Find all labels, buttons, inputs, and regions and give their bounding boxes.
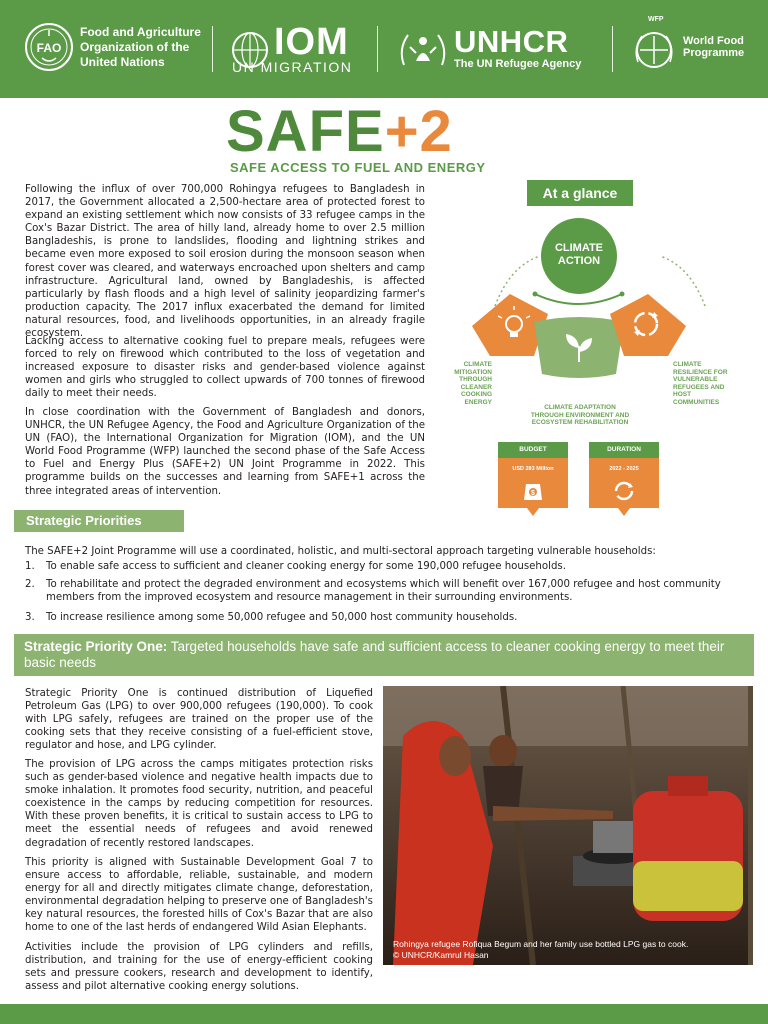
priority-item-2 xyxy=(25,578,745,606)
mitigation-label-line: COOKING xyxy=(460,391,492,398)
adaptation-label-line: THROUGH ENVIRONMENT AND xyxy=(530,411,630,419)
wfp-emblem-icon xyxy=(630,22,678,72)
climate-action-text-2: ACTION xyxy=(557,255,601,267)
resilience-shape xyxy=(610,294,686,356)
fao-name xyxy=(80,25,201,70)
photo-illustration xyxy=(383,686,753,965)
resilience-label-line: COMMUNITIES xyxy=(673,398,720,406)
priority-one-banner xyxy=(14,634,754,676)
header-banner xyxy=(0,0,768,98)
caption-credit: © UNHCR/Kamrul Hasan xyxy=(393,950,489,960)
dotted-arc-right xyxy=(660,256,705,306)
unhcr-laurel-icon xyxy=(396,27,450,71)
priority-number: 2. xyxy=(25,579,35,590)
mitigation-label-line: CLIMATE xyxy=(463,361,492,368)
adaptation-label-line: CLIMATE ADAPTATION xyxy=(544,404,616,411)
priority-one-paragraph-2: The provision of LPG across the camps mitigates protection risks such as gender-based violence and negative health impacts due to smoke inhalation. It promotes food security, nutrition, and peaceful coexistence in the camps by reducing competition for resources. With these proven benefits, it is critical to sustain access to LPG to meet the essential needs of refugees and avoid renewed degradation of recently restored landscapes. xyxy=(25,759,373,849)
at-a-glance-heading: At a glance xyxy=(527,180,633,206)
priorities-intro: The SAFE+2 Joint Programme will use a coordinated, holistic, and multi-sectoral approach targeting vulnerable households: xyxy=(25,546,656,557)
iom-wordmark: IOM xyxy=(274,21,349,63)
mitigation-label-line: MITIGATION xyxy=(454,368,492,376)
title-plus-two: +2 xyxy=(384,99,453,164)
svg-text:FAO: FAO xyxy=(36,41,62,55)
priority-number: 1. xyxy=(25,561,35,572)
fao-line-2: Organization of the xyxy=(80,39,190,54)
iom-logo xyxy=(230,21,353,75)
photo-caption xyxy=(393,939,733,961)
climate-action-text-1: CLIMATE xyxy=(554,242,604,254)
fao-line-1: Food and Agriculture xyxy=(80,24,201,39)
budget-label: BUDGET xyxy=(519,446,547,453)
mitigation-label-line: ENERGY xyxy=(464,398,492,406)
money-bag-icon xyxy=(524,484,542,500)
page-subtitle: SAFE ACCESS TO FUEL AND ENERGY xyxy=(230,160,486,175)
priority-text: To enable safe access to sufficient and cleaner cooking energy for some 190,000 refugee households. xyxy=(46,561,566,572)
mitigation-label xyxy=(436,361,492,406)
mitigation-label-line: THROUGH xyxy=(459,376,492,383)
duration-label: DURATION xyxy=(607,446,641,453)
priority-number: 3. xyxy=(25,612,35,623)
logo-divider xyxy=(212,26,213,72)
wfp-acronym: WFP xyxy=(648,16,664,23)
intro-paragraph-2: Lacking access to alternative cooking fuel to prepare meals, refugees were forced to rely on firewood which contributed to the loss of vegetation and increased exposure to disaster risks and gender-based violence against women and girls who struggled to collect upwards of 700 tonnes of firewood daily to meet their needs. xyxy=(25,336,425,400)
caption-text: Rohingya refugee Rofiqua Begum and her family use bottled LPG gas to cook. xyxy=(393,939,689,949)
curved-line xyxy=(535,294,622,304)
intro-paragraph-3: In close coordination with the Government of Bangladesh and donors, UNHCR, the UN Refugee Agency, the Food and Agriculture Organization of the UN (FAO), the International Organization for Migration (IOM), and the UN World Food Programme (WFP) launched the second phase of the Safe Access to Fuel and Energy Plus (SAFE+2) UN Joint Programme in 2022. This programme builds on the successes and learning from SAFE+1 across the three integrated areas of intervention. xyxy=(25,407,425,497)
unhcr-wordmark: UNHCR xyxy=(454,24,569,59)
resilience-label xyxy=(673,361,745,406)
priority-one-paragraph-4: Activities include the provision of LPG cylinders and refills, distribution, and training for the use of energy-efficient cooking sets and pressure cookers, research and development to identify, assess and pilot alternative cooking energy solutions. xyxy=(25,942,373,993)
unhcr-logo xyxy=(396,26,581,71)
resilience-label-line: REFUGEES AND xyxy=(673,383,725,391)
priority-text: To rehabilitate and protect the degraded environment and ecosystems which will benefit over 167,000 refugee and host community xyxy=(46,579,721,590)
wfp-line-1: World Food xyxy=(683,35,744,47)
adaptation-label-line: ECOSYSTEM REHABILITATION xyxy=(531,419,629,426)
wfp-line-2: Programme xyxy=(683,47,745,59)
page-title xyxy=(226,100,453,164)
priority-text: To increase resilience among some 50,000 refugee and 50,000 host community households. xyxy=(46,612,518,623)
strategic-priorities-heading: Strategic Priorities xyxy=(14,510,184,532)
priority-one-paragraph-3: This priority is aligned with Sustainable Development Goal 7 to ensure access to affordable, reliable, sustainable, and modern energy for all and directly mitigates climate change, deforestation, environmental degradation helping to preserve one of Bangladesh's key natural resources, the forested hills of Cox's Bazar that are also home to one of the last herds of endangered Wild Asian Elephants. xyxy=(25,857,373,934)
priority-one-label: Strategic Priority One: xyxy=(24,639,168,654)
lpg-cooking-photo xyxy=(383,686,753,965)
mitigation-label-line: CLEANER xyxy=(460,383,492,391)
logo-divider xyxy=(612,26,613,72)
priority-one-heading: Targeted households have safe and sufficient access to cleaner cooking energy to meet their basic needs xyxy=(24,639,725,670)
resilience-label-line: CLIMATE xyxy=(673,361,702,368)
wfp-logo xyxy=(630,16,745,72)
fao-line-3: United Nations xyxy=(80,54,165,69)
svg-text:$: $ xyxy=(531,490,535,497)
resilience-label-line: HOST xyxy=(673,391,692,398)
unhcr-subtitle: The UN Refugee Agency xyxy=(454,58,582,70)
budget-value: USD 283 Million xyxy=(512,466,554,472)
wfp-name xyxy=(683,35,744,59)
budget-duration-boxes xyxy=(498,442,678,522)
intro-paragraph-1: Following the influx of over 700,000 Rohingya refugees to Bangladesh in 2017, the Government allocated a 2,500-hectare area of protected forest to expand an existing settlement which now consists of 33 refugee camps in the Cox's Bazar District. The area of hilly land, already home to over 2.5 million Bangladeshis, is prone to landslides, flooding and lightning strikes and became even more exposed to soil erosion during the monsoon season when forest cover was cleared, and waterways encroached upon shelters and camp infrastructure. Agricultural land, owned by Bangladeshis, is affected particularly by flash floods and a high level of salinity jeopardizing farmer's production capacity. The 2017 influx exacerbated the demand for limited natural resources, food, and livelihoods opportunities, in an already fragile ecosystem. xyxy=(25,184,425,340)
title-safe: SAFE xyxy=(226,99,385,164)
adaptation-label xyxy=(510,404,650,427)
logo-divider xyxy=(377,26,378,72)
fao-emblem-icon xyxy=(24,22,74,72)
resilience-label-line: VULNERABLE xyxy=(673,376,718,383)
footer-bar xyxy=(0,1004,768,1024)
fao-logo xyxy=(24,22,201,72)
iom-subtitle: UN MIGRATION xyxy=(232,59,353,75)
priority-one-paragraph-1: Strategic Priority One is continued distribution of Liquefied Petroleum Gas (LPG) to over 900,000 refugees (190,000). To cook with LPG safely, refugees are trained on the proper use of the cooking sets that they receive consisting of a fuel-efficient stove, regulator and hose, and LPG cylinder. xyxy=(25,688,373,752)
resilience-label-line: RESILIENCE FOR xyxy=(673,368,728,376)
priority-text-continued: members from the improved ecosystem and resource management in their surrounding environments. xyxy=(46,592,573,603)
duration-value: 2022 - 2025 xyxy=(609,466,639,472)
